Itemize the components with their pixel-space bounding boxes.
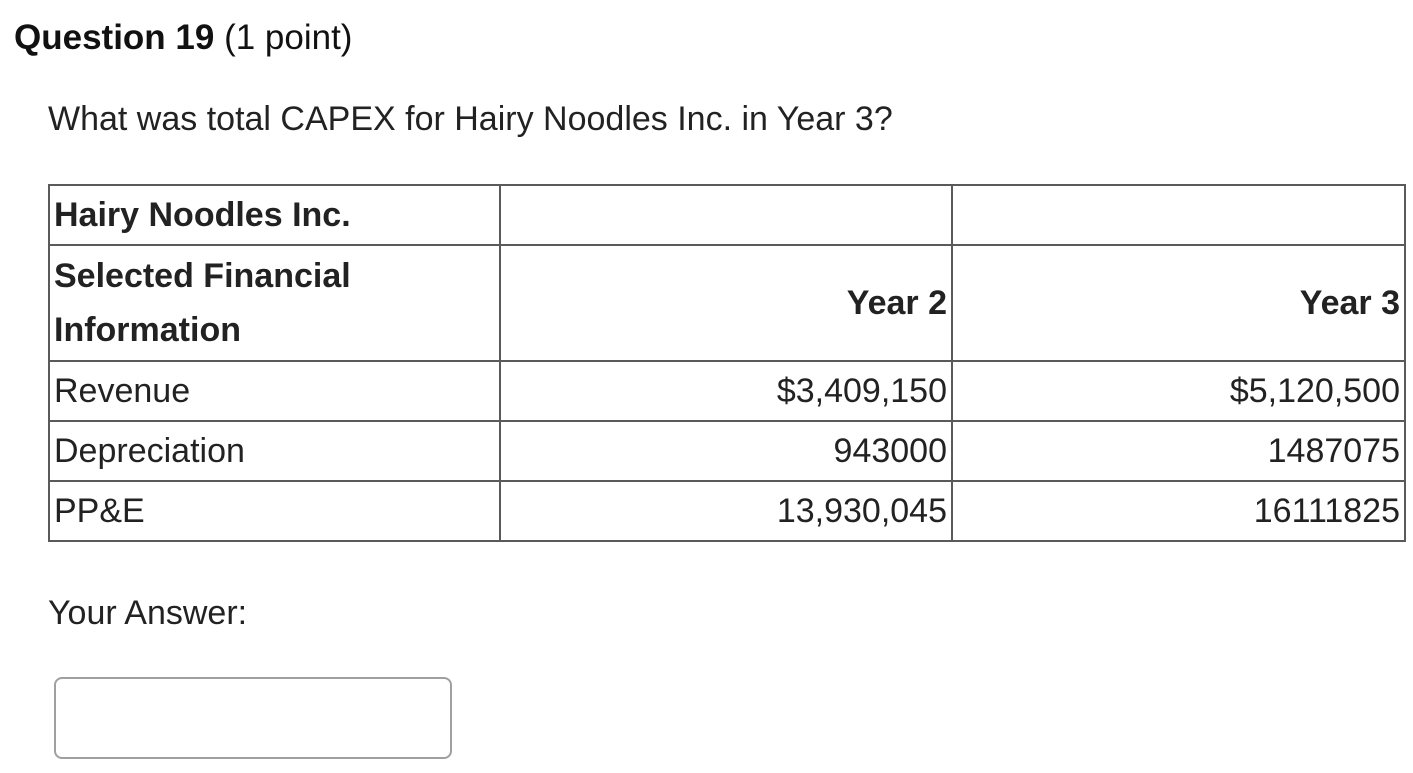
table-header-row	[49, 245, 1405, 361]
table-cell: 16111825	[952, 481, 1405, 541]
answer-label: Your Answer:	[48, 594, 248, 632]
question-points: (1 point)	[224, 18, 353, 57]
table-company-cell: Hairy Noodles Inc.	[49, 185, 500, 245]
table-header-label: Selected Financial Information	[49, 245, 500, 361]
table-cell: $3,409,150	[500, 361, 952, 421]
table-column-header: Year 2	[500, 245, 952, 361]
question-title: Question 19	[14, 18, 215, 57]
table-empty-cell	[500, 185, 952, 245]
answer-input[interactable]	[54, 677, 452, 759]
table-cell: 13,930,045	[500, 481, 952, 541]
table-row-label: Revenue	[49, 361, 500, 421]
table-row	[49, 421, 1405, 481]
table-row	[49, 481, 1405, 541]
table-row-label: PP&E	[49, 481, 500, 541]
question-header	[14, 18, 352, 58]
table-empty-cell	[952, 185, 1405, 245]
table-cell: 943000	[500, 421, 952, 481]
table-cell: $5,120,500	[952, 361, 1405, 421]
table-row	[49, 361, 1405, 421]
table-column-header: Year 3	[952, 245, 1405, 361]
question-prompt: What was total CAPEX for Hairy Noodles Inc. in Year 3?	[48, 100, 893, 138]
table-cell: 1487075	[952, 421, 1405, 481]
table-row	[49, 185, 1405, 245]
table-row-label: Depreciation	[49, 421, 500, 481]
financial-table	[48, 184, 1406, 542]
